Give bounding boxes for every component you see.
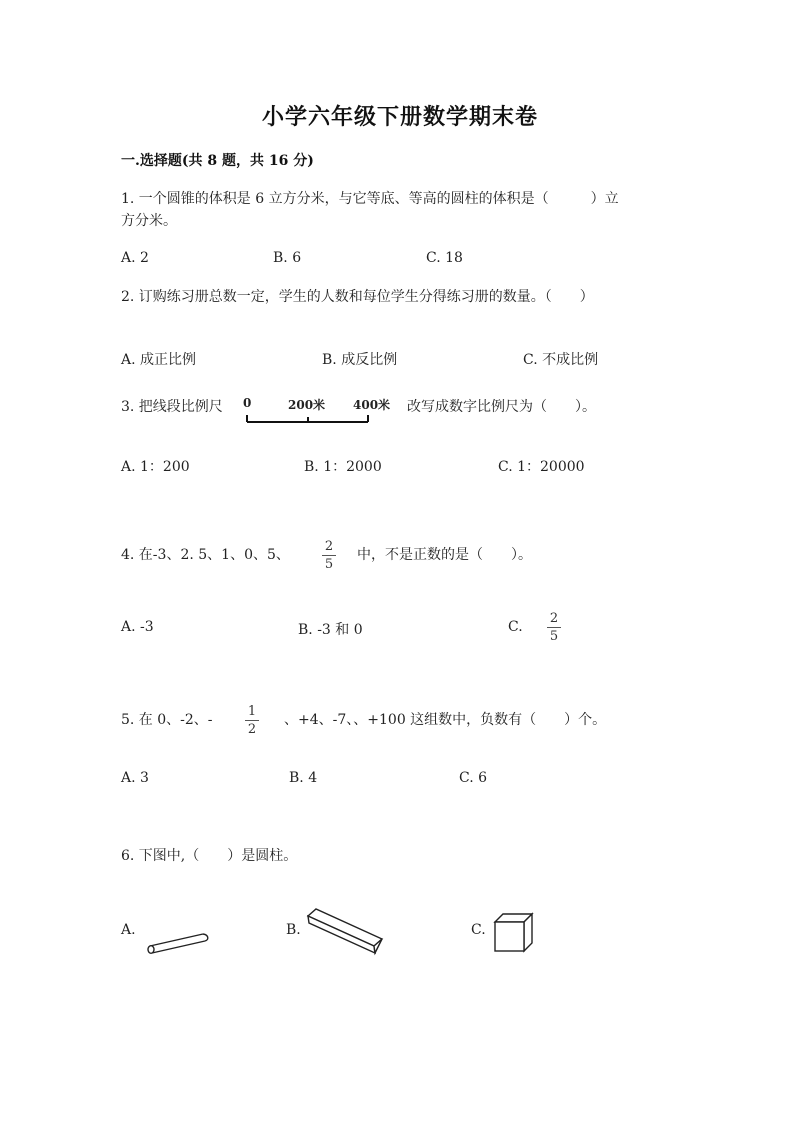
- question-1-option-a[interactable]: A. 2: [121, 250, 149, 266]
- question-5-text-before: 5. 在 0、-2、-: [121, 712, 213, 728]
- question-3-option-b[interactable]: B. 1：2000: [304, 459, 382, 475]
- question-4-option-c-fraction: [547, 611, 561, 644]
- line-segment-scale: [243, 394, 393, 428]
- question-6-text: 6. 下图中,（ ）是圆柱。: [121, 848, 298, 864]
- question-3-text-before: 3. 把线段比例尺: [121, 399, 223, 415]
- question-2-text: 2. 订购练习册总数一定，学生的人数和每位学生分得练习册的数量。（ ）: [121, 289, 594, 305]
- fraction-denominator: 2: [247, 722, 257, 737]
- fraction-bar: [245, 720, 259, 721]
- section-heading: 一.选择题(共 8 题，共 16 分): [121, 153, 314, 169]
- fraction-denominator: 5: [549, 629, 559, 644]
- fraction-denominator: 5: [324, 557, 334, 572]
- question-6-option-c[interactable]: C.: [471, 922, 486, 938]
- fraction-numerator: 1: [247, 704, 257, 719]
- question-5-text-after: 、+4、-7、、+100 这组数中，负数有（ ）个。: [284, 712, 607, 728]
- scale-label-0: 0: [243, 396, 252, 410]
- fraction-bar: [547, 627, 561, 628]
- scale-label-400: 400米: [353, 398, 391, 412]
- question-6-option-a[interactable]: A.: [121, 922, 136, 938]
- scale-label-200: 200米: [288, 398, 326, 412]
- question-5-option-b[interactable]: B. 4: [289, 770, 318, 786]
- question-2-option-c[interactable]: C. 不成比例: [523, 352, 599, 368]
- question-4-option-c[interactable]: C.: [508, 619, 523, 635]
- question-1-option-b[interactable]: B. 6: [273, 250, 302, 266]
- triangular-prism-icon: [305, 906, 385, 956]
- question-4-fraction: [322, 539, 336, 572]
- question-4-option-a[interactable]: A. -3: [121, 619, 154, 635]
- question-2-option-a[interactable]: A. 成正比例: [121, 352, 197, 368]
- question-6-option-b[interactable]: B.: [286, 922, 301, 938]
- question-4-option-b[interactable]: B. -3 和 0: [298, 622, 363, 638]
- question-3-option-a[interactable]: A. 1：200: [121, 459, 190, 475]
- question-3-text-after: 改写成数字比例尺为（ ）。: [407, 399, 596, 415]
- cube-icon: [492, 910, 536, 954]
- scale-bar-icon: [243, 412, 373, 426]
- question-5-option-c[interactable]: C. 6: [459, 770, 488, 786]
- question-5-option-a[interactable]: A. 3: [121, 770, 149, 786]
- page-title: 小学六年级下册数学期末卷: [261, 104, 538, 130]
- cylinder-rod-icon: [143, 925, 211, 955]
- question-3-option-c[interactable]: C. 1：20000: [498, 459, 585, 475]
- question-2-option-b[interactable]: B. 成反比例: [322, 352, 398, 368]
- fraction-numerator: 2: [549, 611, 559, 626]
- question-4-text-after: 中，不是正数的是（ ）。: [357, 547, 532, 563]
- question-5-fraction: [245, 704, 259, 737]
- question-4-text-before: 4. 在-3、2. 5、1、0、5、: [121, 547, 290, 563]
- fraction-numerator: 2: [324, 539, 334, 554]
- fraction-bar: [322, 555, 336, 556]
- question-1-option-c[interactable]: C. 18: [426, 250, 463, 266]
- question-1-line2: 方分米。: [121, 213, 177, 229]
- question-1-line1: 1. 一个圆锥的体积是 6 立方分米，与它等底、等高的圆柱的体积是（ ）立: [121, 191, 619, 207]
